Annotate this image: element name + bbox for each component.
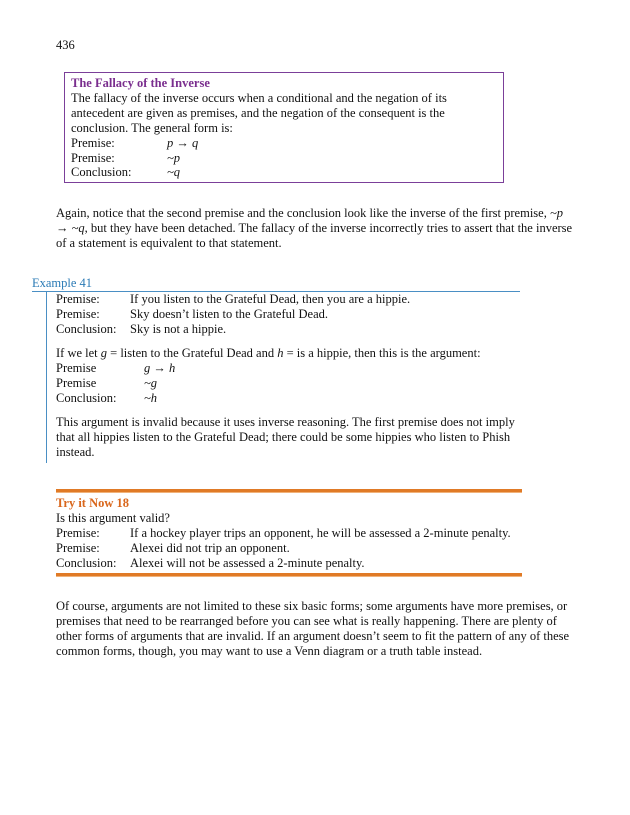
text: = listen to the Grateful Dead and xyxy=(107,346,278,360)
try-label: Premise: xyxy=(56,526,100,540)
argument-row xyxy=(56,322,526,337)
argument-row xyxy=(56,307,526,322)
symbolic-value: ~g xyxy=(144,376,158,390)
form-value: ~p xyxy=(167,150,181,165)
inverse-explanation-paragraph xyxy=(56,206,576,251)
argument-value: If you listen to the Grateful Dead, then you are a hippie. xyxy=(130,292,411,306)
inverse-formula: ~p → ~q xyxy=(56,206,563,235)
argument-label: Conclusion: xyxy=(56,322,117,336)
example-side-bar xyxy=(46,291,47,463)
example-explanation: This argument is invalid because it uses inverse reasoning. The first premise does not imply that all hippies listen to the Grateful Dead; there could be some hippies who listen to Phish instead. xyxy=(56,415,515,459)
general-form-row xyxy=(71,136,497,151)
argument-row xyxy=(56,292,526,307)
text: = is a hippie, then this is the argument: xyxy=(283,346,481,360)
fallacy-title: The Fallacy of the Inverse xyxy=(71,76,210,90)
try-label: Conclusion: xyxy=(56,556,117,570)
symbolic-row xyxy=(56,361,526,376)
argument-value: Sky is not a hippie. xyxy=(130,322,227,336)
symbolic-label: Premise xyxy=(56,376,97,390)
variable-definition xyxy=(56,346,526,361)
general-form-row xyxy=(71,165,497,180)
fallacy-description: The fallacy of the inverse occurs when a conditional and the negation of its antecedent are given as premises, and the negation of the consequent is the conclusion. The general form is: xyxy=(71,91,447,135)
try-title: Try it Now 18 xyxy=(56,496,130,510)
closing-paragraph: Of course, arguments are not limited to these six basic forms; some arguments have more premises, or premises that need to be rearranged before you can see what is really happening. There are plenty of other forms of arguments that are invalid. If an argument doesn’t seem to fit the pattern of any of these common forms, though, you may want to use a Venn diagram or a truth table instead. xyxy=(56,599,570,658)
try-top-rule xyxy=(56,489,522,493)
form-label: Conclusion: xyxy=(71,165,132,179)
try-argument-row xyxy=(56,541,522,556)
symbolic-row xyxy=(56,391,526,406)
try-it-now-box xyxy=(56,489,522,577)
try-argument-row xyxy=(56,526,522,541)
form-label: Premise: xyxy=(71,150,115,165)
variable-g: g xyxy=(100,346,108,360)
example-title: Example 41 xyxy=(32,276,93,290)
argument-label: Premise: xyxy=(56,292,100,306)
page-number: 436 xyxy=(56,38,75,52)
try-bottom-rule xyxy=(56,573,522,577)
argument-value: Sky doesn’t listen to the Grateful Dead. xyxy=(130,307,328,321)
form-label: Premise: xyxy=(71,136,115,150)
paragraph-text: Again, notice that the second premise and the conclusion look like the inverse of the first premise, xyxy=(56,206,550,220)
try-label: Premise: xyxy=(56,541,100,555)
paragraph-text: , but they have been detached. The fallacy of the inverse incorrectly tries to assert that the inverse of a statement is equivalent to that statement. xyxy=(56,221,573,250)
form-value: p → q xyxy=(167,136,199,150)
fallacy-definition-box xyxy=(64,72,504,183)
example-body xyxy=(56,292,526,460)
symbolic-value: ~h xyxy=(144,391,158,405)
try-value: Alexei did not trip an opponent. xyxy=(130,541,290,555)
form-value: ~q xyxy=(167,165,181,179)
try-value: If a hockey player trips an opponent, he will be assessed a 2-minute penalty. xyxy=(130,526,511,540)
symbolic-value: g → h xyxy=(144,361,176,375)
try-argument-row xyxy=(56,556,522,571)
general-form-row xyxy=(71,151,497,166)
symbolic-row xyxy=(56,376,526,391)
text: If we let xyxy=(56,346,101,360)
argument-label: Premise: xyxy=(56,307,100,321)
variable-h: h xyxy=(277,346,284,360)
symbolic-label: Premise xyxy=(56,361,97,375)
symbolic-label: Conclusion: xyxy=(56,391,117,405)
try-question: Is this argument valid? xyxy=(56,511,170,525)
try-value: Alexei will not be assessed a 2-minute penalty. xyxy=(130,556,365,570)
